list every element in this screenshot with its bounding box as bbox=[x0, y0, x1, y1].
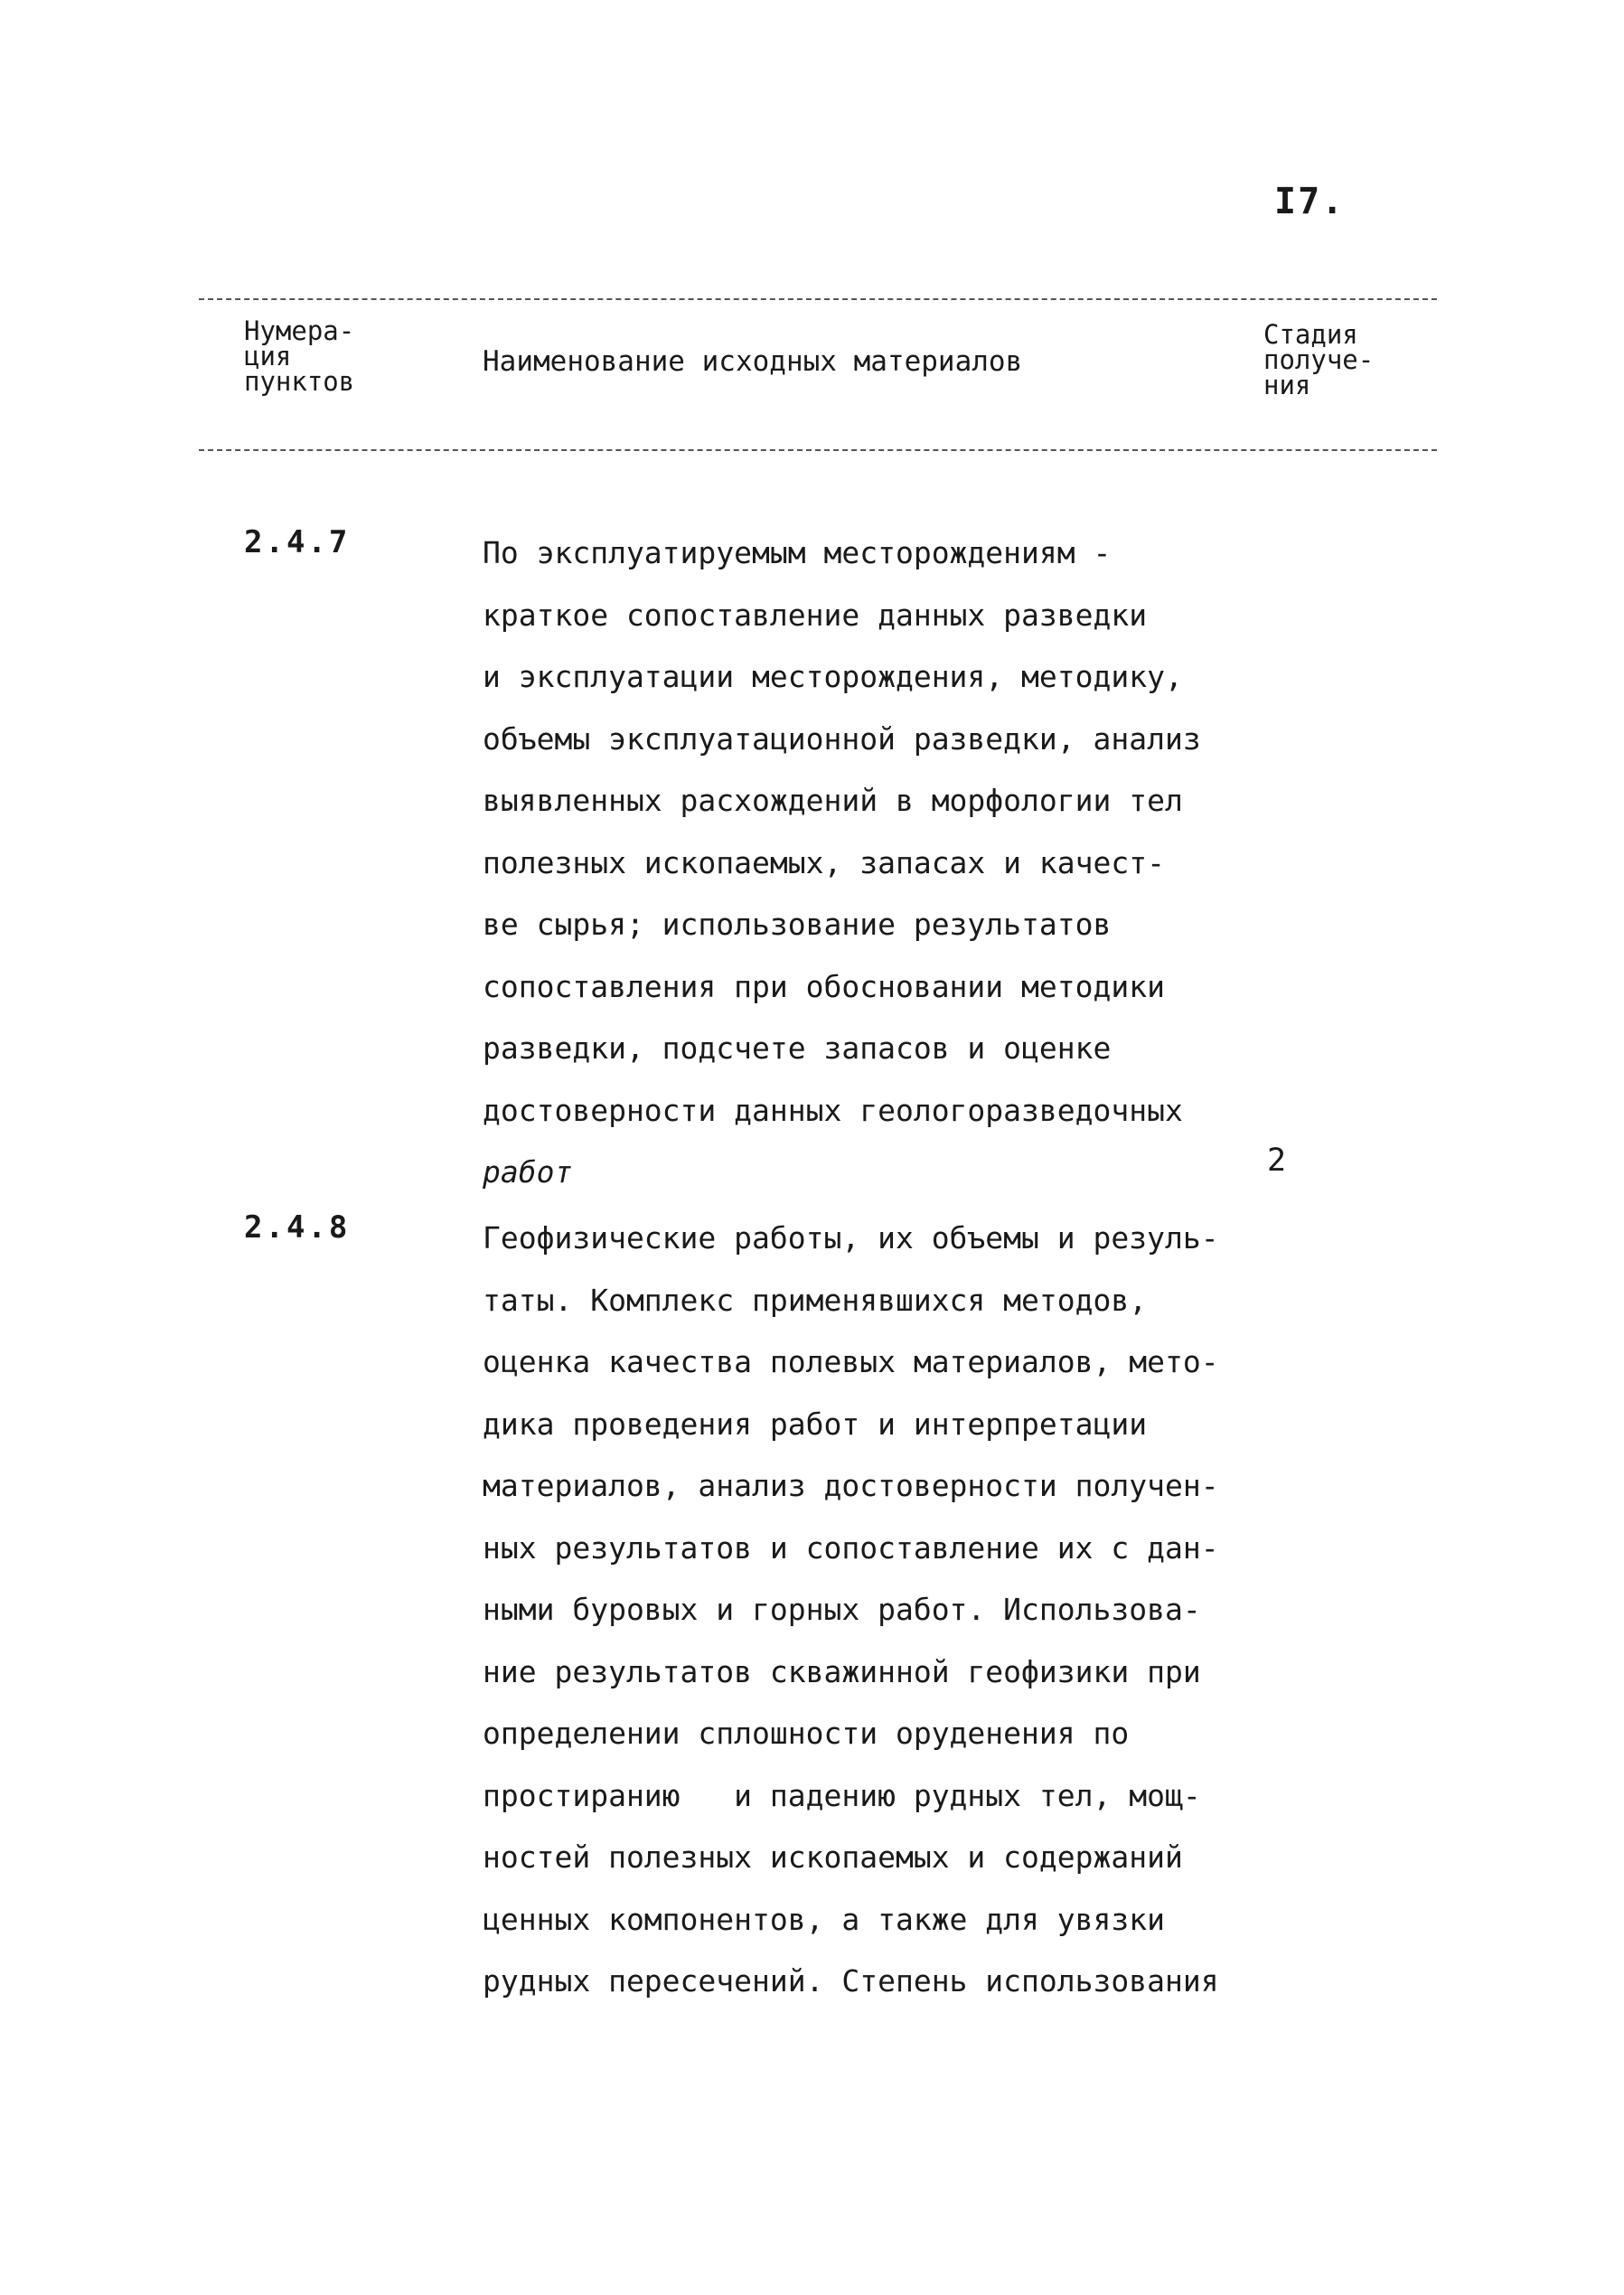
header-numbering-line: Нумера- bbox=[244, 315, 355, 346]
header-name: Наименование исходных материалов bbox=[483, 345, 1023, 378]
entry-line: ных результатов и сопоставление их с дан- bbox=[483, 1529, 1219, 1566]
entry-line: Геофизические работы, их объемы и резуль- bbox=[483, 1220, 1219, 1256]
entry-line: ве сырья; использование результатов bbox=[483, 907, 1112, 942]
entry-line: работ bbox=[483, 1154, 573, 1190]
entry-line: рудных пересечений. Степень использования bbox=[483, 1963, 1219, 1999]
entry-line: ценных компонентов, а также для увязки bbox=[483, 1901, 1165, 1937]
entry-description bbox=[483, 1208, 1296, 2013]
entry-line: определении сплошности оруденения по bbox=[483, 1716, 1130, 1751]
header-numbering-line: ция bbox=[244, 341, 292, 372]
entry-description bbox=[483, 522, 1296, 1204]
entry-line: разведки, подсчете запасов и оценке bbox=[483, 1030, 1112, 1066]
header-stage-line: Стадия bbox=[1263, 319, 1358, 350]
entry-line: и эксплуатации месторождения, методику, bbox=[483, 659, 1183, 694]
entry-number: 2.4.7 bbox=[244, 524, 351, 560]
entry-line: полезных ископаемых, запасах и качест- bbox=[483, 844, 1165, 880]
entry-line: ными буровых и горных работ. Использова- bbox=[483, 1592, 1201, 1627]
entry-line: сопоставления при обосновании методики bbox=[483, 968, 1165, 1004]
header-stage-line: получе- bbox=[1263, 344, 1375, 375]
entry-line: По эксплуатируемым месторождениям - bbox=[483, 535, 1112, 570]
entry-stage: 2 bbox=[1267, 1143, 1287, 1179]
header-numbering-line: пунктов bbox=[244, 366, 355, 397]
entry-line: объемы эксплуатационной разведки, анализ bbox=[483, 720, 1201, 757]
entry-line: оценка качества полевых материалов, мето- bbox=[483, 1344, 1219, 1379]
entry-line: таты. Комплекс применявшихся методов, bbox=[483, 1282, 1148, 1318]
entry-line: достоверности данных геологоразведочных bbox=[483, 1092, 1183, 1128]
header-stage-line: ния bbox=[1263, 370, 1311, 400]
entry-number: 2.4.8 bbox=[244, 1209, 351, 1246]
page-number: I7. bbox=[1274, 181, 1346, 222]
entry-line: выявленных расхождений в морфологии тел bbox=[483, 783, 1183, 818]
header-numbering bbox=[244, 315, 407, 397]
entry-line: материалов, анализ достоверности получен- bbox=[483, 1468, 1219, 1503]
entry-line: ностей полезных ископаемых и содержаний bbox=[483, 1839, 1183, 1875]
entry-line: ние результатов скважинной геофизики при bbox=[483, 1653, 1201, 1689]
entry-line: краткое сопоставление данных разведки bbox=[483, 597, 1148, 633]
entry-line: дика проведения работ и интерпретации bbox=[483, 1406, 1148, 1442]
entry-line: простиранию и падению рудных тел, мощ- bbox=[483, 1777, 1201, 1813]
table-header-bottom-rule bbox=[199, 449, 1437, 451]
header-stage bbox=[1263, 319, 1444, 400]
table-header-top-rule bbox=[199, 298, 1437, 300]
